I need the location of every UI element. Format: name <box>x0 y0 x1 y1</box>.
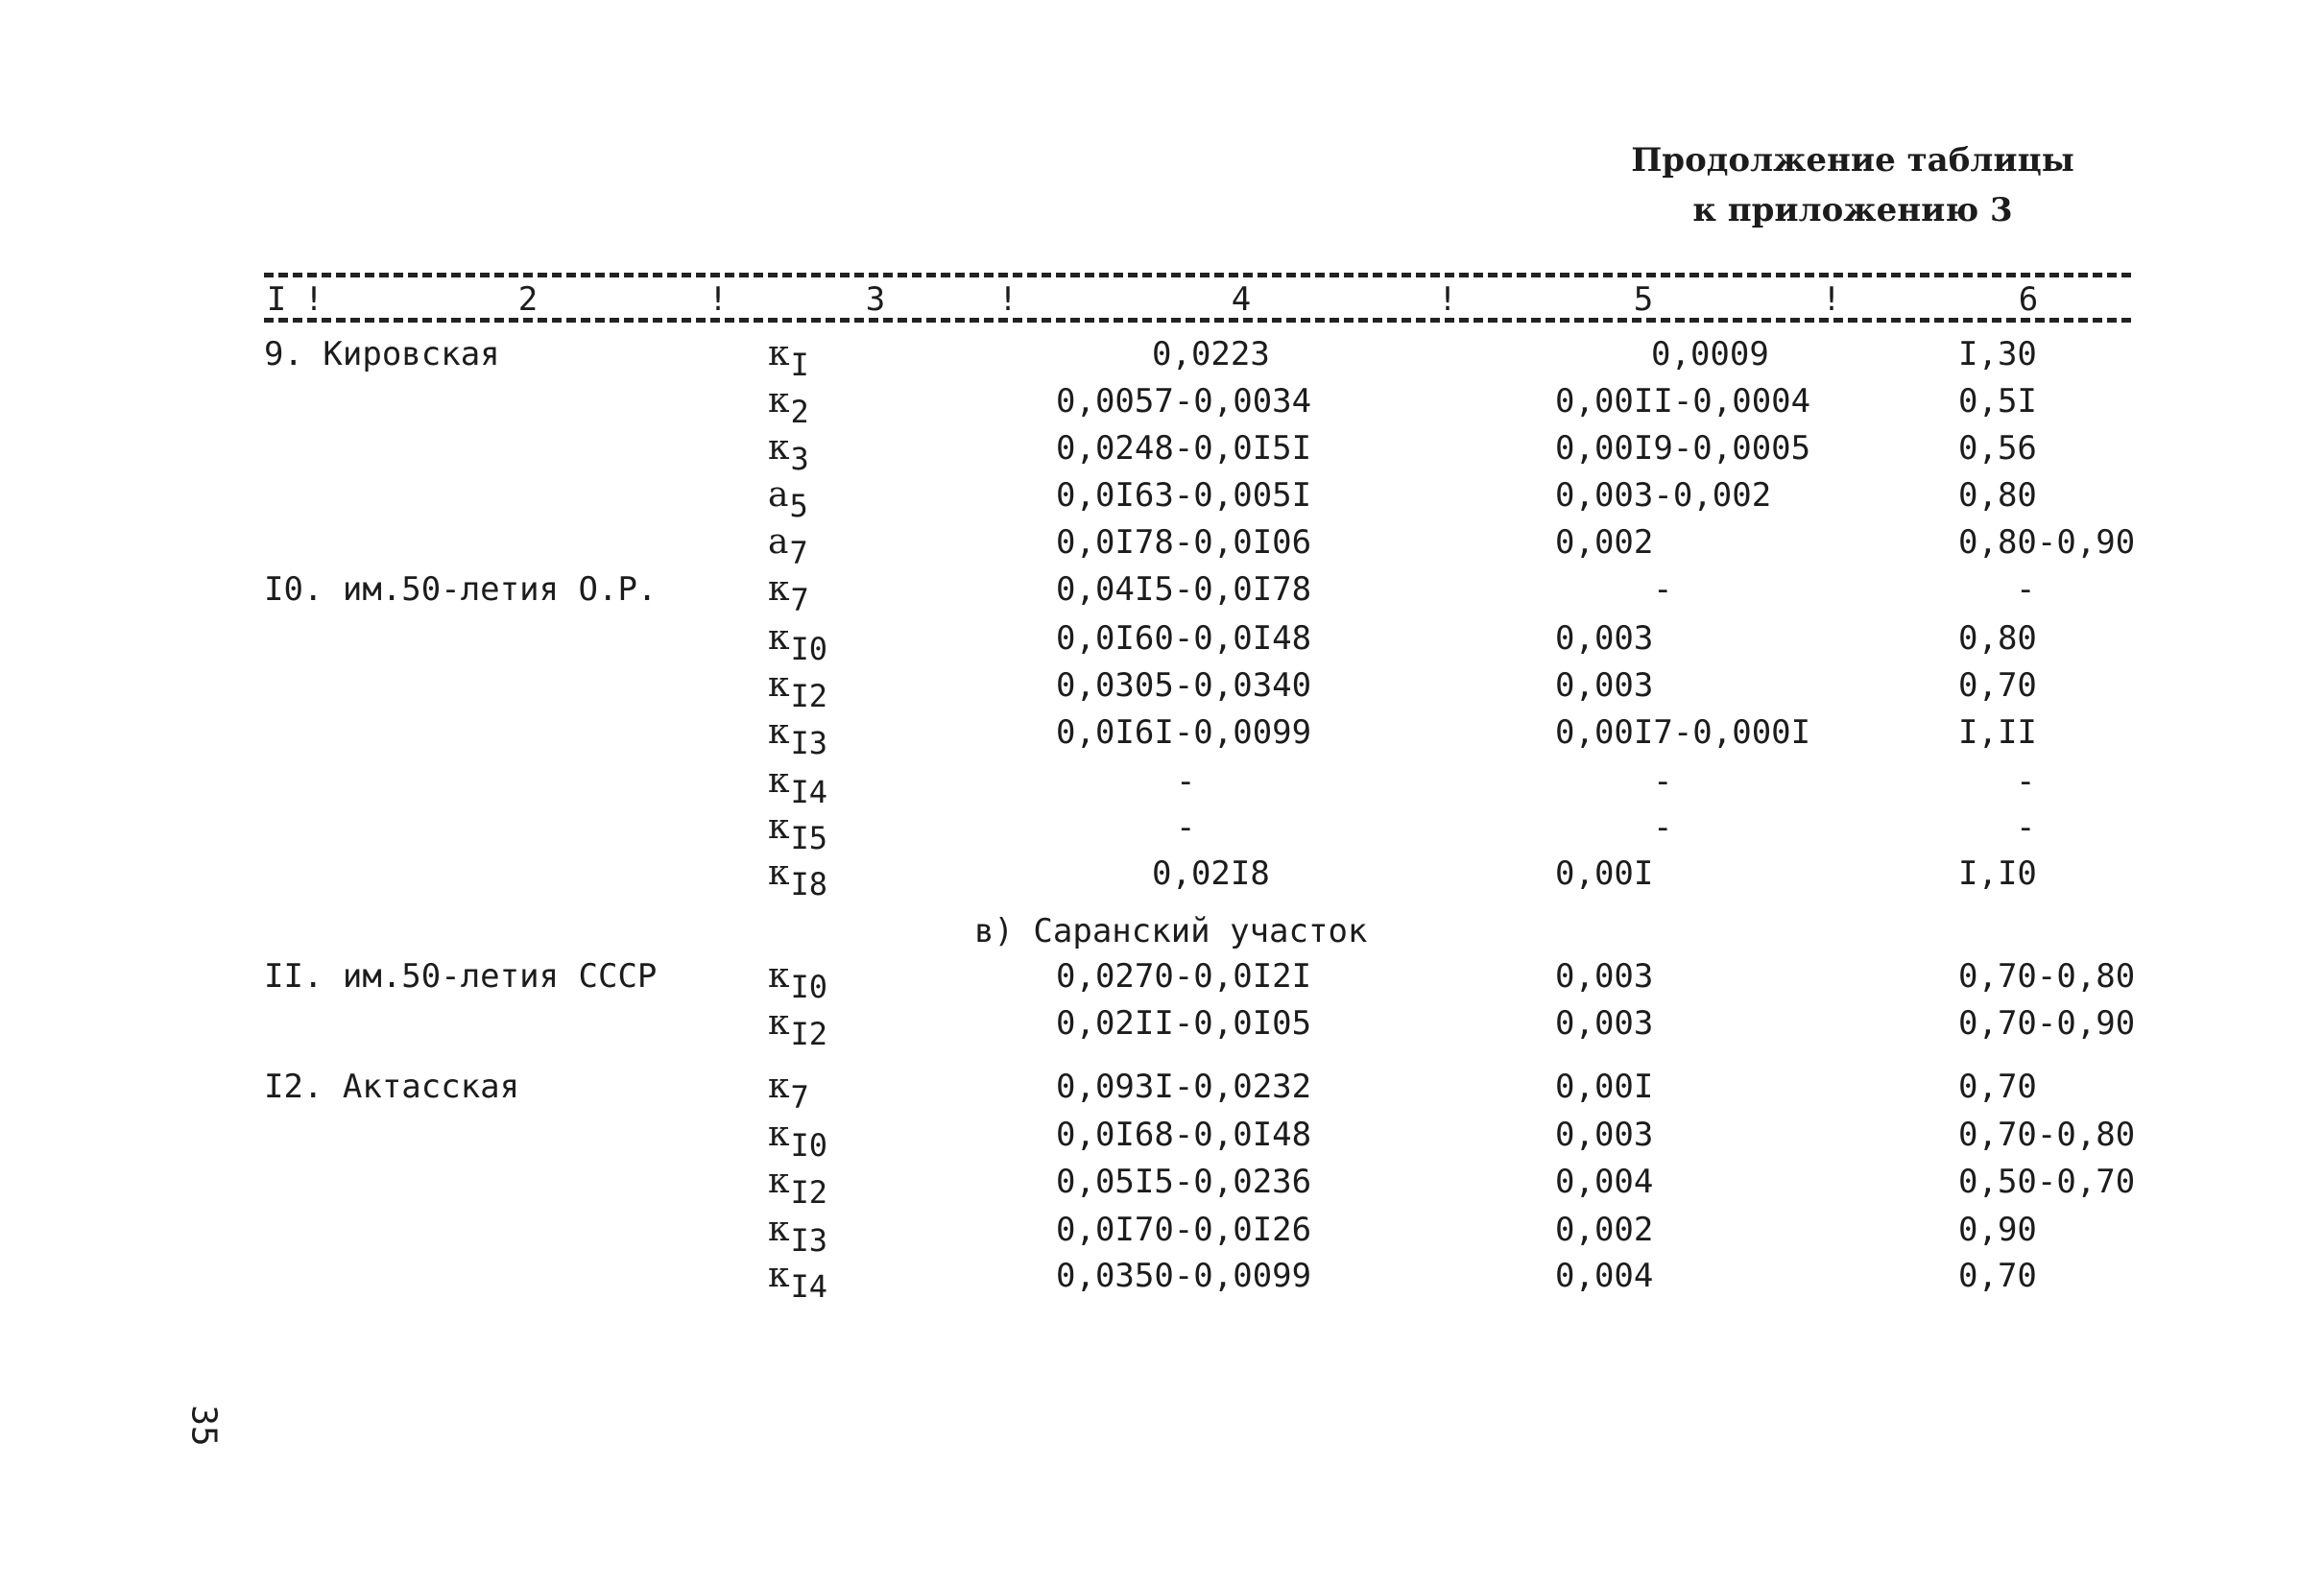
continuation-subtitle: к приложению 3 <box>1692 191 2013 229</box>
symbol-subscript: I0 <box>790 631 828 667</box>
row-coefficient-symbol <box>768 333 809 383</box>
row-value-col5: 0,003 <box>1555 1004 1654 1043</box>
row-coefficient-symbol <box>768 664 828 714</box>
row-value-col4: 0,0I70-0,0I26 <box>1056 1211 1312 1249</box>
symbol-subscript: I3 <box>790 725 828 761</box>
symbol-subscript: I0 <box>790 1127 828 1164</box>
row-station-name: I2. Актасская <box>264 1068 520 1106</box>
row-coefficient-symbol <box>768 1209 828 1259</box>
column-number-1: I <box>266 280 287 319</box>
row-value-col5: 0,002 <box>1555 1211 1654 1249</box>
row-value-col6: 0,70 <box>1958 1257 2037 1295</box>
column-number-2: 2 <box>517 280 539 319</box>
symbol-subscript: I8 <box>790 866 828 902</box>
row-coefficient-symbol <box>768 1161 828 1211</box>
symbol-letter: к <box>768 1067 790 1106</box>
row-value-col4: 0,0I78-0,0I06 <box>1056 523 1312 562</box>
table-row <box>0 333 2324 383</box>
row-value-col4: 0,02II-0,0I05 <box>1056 1004 1312 1043</box>
row-value-col6: I,30 <box>1958 335 2037 373</box>
symbol-subscript: 7 <box>789 535 808 571</box>
symbol-letter: к <box>768 854 790 893</box>
row-value-col6: 0,50-0,70 <box>1958 1163 2136 1201</box>
row-station-name: 9. Кировская <box>264 335 500 373</box>
symbol-letter: к <box>768 618 790 658</box>
row-value-col5: 0,003-0,002 <box>1555 476 1772 515</box>
row-value-col6: I,I0 <box>1958 854 2037 893</box>
table-row <box>0 521 2324 571</box>
row-value-col5: 0,00I7-0,000I <box>1555 713 1811 752</box>
row-value-col5: 0,00I <box>1555 1068 1654 1106</box>
table-row <box>0 380 2324 430</box>
symbol-subscript: 2 <box>790 394 809 430</box>
row-station-name: I0. им.50-летия О.Р. <box>264 570 658 609</box>
symbol-subscript: I2 <box>790 1174 828 1211</box>
symbol-subscript: I4 <box>790 774 828 810</box>
row-value-col6: 0,70 <box>1958 1068 2037 1106</box>
row-coefficient-symbol <box>768 806 828 856</box>
row-value-col5: 0,003 <box>1555 1116 1654 1154</box>
row-value-col6: - <box>2016 808 2036 847</box>
table-row <box>0 1114 2324 1164</box>
row-value-col4: 0,093I-0,0232 <box>1056 1068 1312 1106</box>
row-value-col5: 0,003 <box>1555 957 1654 996</box>
row-value-col5: - <box>1653 808 1673 847</box>
section-title: в) Саранский участок <box>974 912 1368 950</box>
table-row <box>0 1066 2324 1116</box>
row-value-col5: 0,002 <box>1555 523 1654 562</box>
row-value-col6: 0,56 <box>1958 429 2037 468</box>
row-value-col5: 0,0009 <box>1651 335 1769 373</box>
table-row <box>0 664 2324 714</box>
row-value-col5: 0,004 <box>1555 1163 1654 1201</box>
symbol-letter: к <box>768 665 790 705</box>
symbol-subscript: I5 <box>790 820 828 856</box>
table-row <box>0 474 2324 524</box>
symbol-subscript: 7 <box>790 582 809 618</box>
row-value-col6: 0,70 <box>1958 666 2037 705</box>
row-value-col6: - <box>2016 762 2036 801</box>
column-separator: ! <box>303 280 324 319</box>
table-row <box>0 568 2324 618</box>
row-value-col6: 0,70-0,90 <box>1958 1004 2136 1043</box>
column-separator: ! <box>707 280 729 319</box>
table-row <box>0 1209 2324 1259</box>
row-value-col5: 0,004 <box>1555 1257 1654 1295</box>
row-value-col4: 0,05I5-0,0236 <box>1056 1163 1312 1201</box>
symbol-subscript: 7 <box>790 1079 809 1116</box>
row-coefficient-symbol <box>768 760 828 810</box>
row-value-col4: 0,0248-0,0I5I <box>1056 429 1312 468</box>
row-value-col4: 0,0350-0,0099 <box>1056 1257 1312 1295</box>
column-separator: ! <box>1821 280 1842 319</box>
column-number-3: 3 <box>865 280 886 319</box>
row-value-col6: - <box>2016 570 2036 609</box>
symbol-letter: к <box>768 761 790 801</box>
symbol-letter: к <box>768 807 790 847</box>
symbol-letter: к <box>768 569 790 609</box>
symbol-letter: к <box>768 1115 790 1154</box>
column-separator: ! <box>997 280 1018 319</box>
row-value-col4: 0,0I68-0,0I48 <box>1056 1116 1312 1154</box>
column-number-4: 4 <box>1231 280 1252 319</box>
symbol-letter: к <box>768 428 790 468</box>
symbol-letter: a <box>768 522 789 562</box>
row-value-col5: 0,00I <box>1555 854 1654 893</box>
symbol-letter: a <box>768 475 789 515</box>
row-value-col4: 0,0I63-0,005I <box>1056 476 1312 515</box>
row-coefficient-symbol <box>768 380 809 430</box>
row-value-col5: 0,003 <box>1555 666 1654 705</box>
row-value-col4: - <box>1176 808 1196 847</box>
symbol-letter: к <box>768 956 790 996</box>
table-row <box>0 955 2324 1005</box>
symbol-subscript: I <box>790 347 809 383</box>
symbol-subscript: 5 <box>789 488 808 524</box>
row-value-col5: 0,00I9-0,0005 <box>1555 429 1811 468</box>
symbol-subscript: I2 <box>790 678 828 714</box>
row-coefficient-symbol <box>768 1114 828 1164</box>
symbol-subscript: 3 <box>790 441 809 477</box>
row-coefficient-symbol <box>768 1002 828 1052</box>
row-station-name: II. им.50-летия СССР <box>264 957 658 996</box>
row-coefficient-symbol <box>768 1066 809 1116</box>
row-value-col6: 0,90 <box>1958 1211 2037 1249</box>
symbol-letter: к <box>768 712 790 752</box>
column-number-6: 6 <box>2018 280 2039 319</box>
row-coefficient-symbol <box>768 617 828 667</box>
row-coefficient-symbol <box>768 568 809 618</box>
row-value-col5: 0,003 <box>1555 619 1654 658</box>
row-value-col6: 0,5I <box>1958 382 2037 421</box>
symbol-subscript: I2 <box>790 1016 828 1052</box>
symbol-letter: к <box>768 334 790 373</box>
row-value-col6: 0,80 <box>1958 476 2037 515</box>
symbol-letter: к <box>768 1256 790 1295</box>
table-row <box>0 1255 2324 1305</box>
row-value-col6: 0,80-0,90 <box>1958 523 2136 562</box>
row-value-col5: 0,00II-0,0004 <box>1555 382 1811 421</box>
table-row <box>0 853 2324 900</box>
table-row <box>0 617 2324 667</box>
symbol-subscript: I4 <box>790 1268 828 1305</box>
table-row <box>0 711 2324 761</box>
row-coefficient-symbol <box>768 1255 828 1305</box>
row-value-col4: 0,0I60-0,0I48 <box>1056 619 1312 658</box>
row-value-col4: - <box>1176 762 1196 801</box>
symbol-letter: к <box>768 381 790 421</box>
row-coefficient-symbol <box>768 427 809 477</box>
row-value-col6: I,II <box>1958 713 2037 752</box>
continuation-title: Продолжение таблицы <box>1631 141 2074 180</box>
row-value-col4: 0,0270-0,0I2I <box>1056 957 1312 996</box>
table-row <box>0 427 2324 477</box>
table-row <box>0 760 2324 810</box>
symbol-letter: к <box>768 1210 790 1249</box>
table-row <box>0 806 2324 854</box>
row-value-col6: 0,80 <box>1958 619 2037 658</box>
table-row <box>0 1161 2324 1211</box>
table-row <box>0 1002 2324 1052</box>
row-value-col5: - <box>1653 570 1673 609</box>
symbol-letter: к <box>768 1003 790 1043</box>
row-value-col4: 0,0223 <box>1152 335 1270 373</box>
row-value-col5: - <box>1653 762 1673 801</box>
row-coefficient-symbol <box>768 521 808 571</box>
row-coefficient-symbol <box>768 711 828 761</box>
row-value-col4: 0,04I5-0,0I78 <box>1056 570 1312 609</box>
column-number-5: 5 <box>1633 280 1654 319</box>
row-coefficient-symbol <box>768 474 808 524</box>
row-value-col4: 0,0I6I-0,0099 <box>1056 713 1312 752</box>
row-coefficient-symbol <box>768 853 828 902</box>
row-value-col6: 0,70-0,80 <box>1958 957 2136 996</box>
row-value-col4: 0,0057-0,0034 <box>1056 382 1312 421</box>
row-coefficient-symbol <box>768 955 828 1005</box>
row-value-col4: 0,0305-0,0340 <box>1056 666 1312 705</box>
column-separator: ! <box>1437 280 1458 319</box>
symbol-letter: к <box>768 1162 790 1201</box>
symbol-subscript: I3 <box>790 1222 828 1259</box>
page-number: 35 <box>183 1405 224 1447</box>
symbol-subscript: I0 <box>790 969 828 1005</box>
row-value-col4: 0,02I8 <box>1152 854 1270 893</box>
row-value-col6: 0,70-0,80 <box>1958 1116 2136 1154</box>
